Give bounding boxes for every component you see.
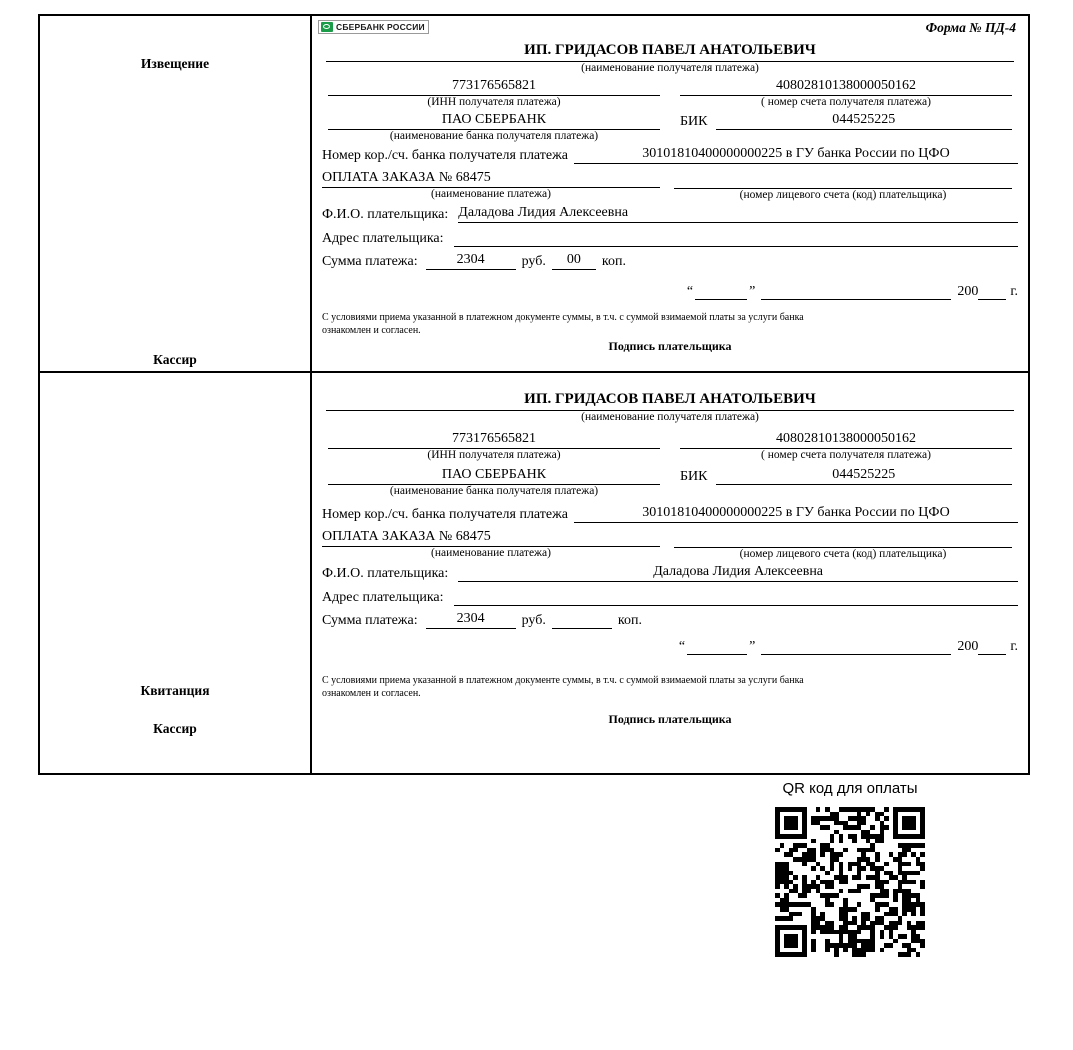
account-value-top: 40802810138000050162 bbox=[680, 78, 1012, 96]
date-row-top bbox=[318, 284, 1022, 300]
payer-signature-top: Подпись плательщика bbox=[608, 339, 732, 353]
sberbank-mark-icon bbox=[321, 22, 333, 32]
date-row-bottom bbox=[318, 639, 1022, 655]
recipient-name-top: ИП. ГРИДАСОВ ПАВЕЛ АНАТОЛЬЕВИЧ bbox=[326, 42, 1014, 62]
caption-account-bottom: ( номер счета получателя платежа) bbox=[761, 449, 931, 461]
inn-value-bottom: 773176565821 bbox=[328, 431, 660, 449]
receipt-block bbox=[40, 371, 1028, 773]
label-kassir-bottom: Кассир bbox=[153, 721, 197, 736]
payer-address-label-top: Адрес плательщика: bbox=[322, 231, 444, 246]
receipt-left-column bbox=[40, 373, 312, 773]
year-blank-top bbox=[978, 298, 1006, 300]
conditions-line1-top: С условиями приема указанной в платежном документе суммы, в т.ч. с суммой взимаемой платы за услуги банка bbox=[322, 312, 804, 323]
personal-account-top bbox=[674, 170, 1012, 189]
month-blank-top bbox=[761, 298, 951, 300]
payer-signature-bottom: Подпись плательщика bbox=[608, 712, 732, 726]
conditions-note-top bbox=[318, 312, 1022, 337]
payer-fio-label-top: Ф.И.О. плательщика: bbox=[322, 207, 449, 222]
sum-kop-value-top: 00 bbox=[552, 252, 596, 270]
rub-label-bottom: руб. bbox=[521, 613, 546, 628]
month-blank-bottom bbox=[761, 653, 951, 655]
sberbank-logo-text: СБЕРБАНК РОССИИ bbox=[336, 22, 425, 32]
payer-fio-row-top bbox=[318, 205, 1022, 223]
quote-close-bottom: ” bbox=[749, 639, 756, 654]
bik-label-bottom: БИК bbox=[680, 469, 708, 484]
payer-address-label-bottom: Адрес плательщика: bbox=[322, 590, 444, 605]
conditions-note-bottom bbox=[318, 675, 1022, 700]
korr-value-bottom: 30101810400000000225 в ГУ банка России по ЦФО bbox=[574, 505, 1018, 523]
bank-bik-row-top bbox=[318, 112, 1022, 142]
caption-account-top: ( номер счета получателя платежа) bbox=[761, 96, 931, 108]
payment-sum-row-bottom bbox=[318, 611, 1022, 629]
kop-label-top: коп. bbox=[601, 254, 626, 269]
rub-label-top: руб. bbox=[521, 254, 546, 269]
quote-open-bottom: “ bbox=[678, 639, 686, 654]
label-kvitanciya: Квитанция bbox=[140, 683, 210, 698]
conditions-line2-bottom: ознакомлен и согласен. bbox=[322, 687, 421, 699]
form-number: Форма № ПД-4 bbox=[925, 20, 1016, 35]
caption-recipient-name-top: (наименование получателя платежа) bbox=[581, 62, 759, 74]
caption-recipient-name-bottom: (наименование получателя платежа) bbox=[581, 411, 759, 423]
qr-code-section bbox=[700, 780, 1000, 957]
payment-sum-label-top: Сумма платежа: bbox=[322, 254, 418, 269]
day-blank-top bbox=[695, 298, 747, 300]
qr-code-title: QR код для оплаты bbox=[782, 780, 918, 797]
korr-value-top: 30101810400000000225 в ГУ банка России по ЦФО bbox=[574, 146, 1018, 164]
sum-rub-value-top: 2304 bbox=[426, 252, 516, 270]
qr-code-image bbox=[775, 807, 925, 957]
bank-name-bottom: ПАО СБЕРБАНК bbox=[328, 467, 660, 485]
sum-kop-value-bottom bbox=[552, 626, 612, 629]
payment-name-row-bottom bbox=[318, 529, 1022, 560]
payment-sum-label-bottom: Сумма платежа: bbox=[322, 613, 418, 628]
account-value-bottom: 40802810138000050162 bbox=[680, 431, 1012, 449]
bik-value-top: 044525225 bbox=[716, 112, 1013, 130]
receipt-right-column bbox=[312, 373, 1028, 773]
bank-name-top: ПАО СБЕРБАНК bbox=[328, 112, 660, 130]
label-kassir-top: Кассир bbox=[153, 352, 197, 367]
year-prefix-top: 200 bbox=[957, 284, 979, 299]
inn-account-row-top bbox=[318, 78, 1022, 108]
year-prefix-bottom: 200 bbox=[957, 639, 979, 654]
label-izveschenie: Извещение bbox=[140, 56, 210, 71]
quote-close-top: ” bbox=[749, 284, 756, 299]
korr-label-bottom: Номер кор./сч. банка получателя платежа bbox=[322, 507, 568, 522]
korr-account-row-top bbox=[318, 146, 1022, 164]
caption-bank-name-top: (наименование банка получателя платежа) bbox=[389, 130, 599, 142]
bik-value-bottom: 044525225 bbox=[716, 467, 1013, 485]
caption-inn-top: (ИНН получателя платежа) bbox=[427, 96, 561, 108]
year-blank-bottom bbox=[978, 653, 1006, 655]
bik-label-top: БИК bbox=[680, 114, 708, 129]
notice-left-column bbox=[40, 16, 312, 371]
recipient-name-bottom: ИП. ГРИДАСОВ ПАВЕЛ АНАТОЛЬЕВИЧ bbox=[326, 391, 1014, 411]
quote-open-top: “ bbox=[686, 284, 694, 299]
payer-fio-value-top: Даладова Лидия Алексеевна bbox=[458, 205, 1018, 223]
inn-value-top: 773176565821 bbox=[328, 78, 660, 96]
korr-account-row-bottom bbox=[318, 505, 1022, 523]
payment-sum-row-top bbox=[318, 252, 1022, 270]
sum-rub-value-bottom: 2304 bbox=[426, 611, 516, 629]
sberbank-logo bbox=[318, 20, 429, 34]
payer-address-row-bottom bbox=[318, 587, 1022, 606]
payment-name-top: ОПЛАТА ЗАКАЗА № 68475 bbox=[322, 170, 660, 188]
payer-fio-row-bottom bbox=[318, 564, 1022, 582]
bank-bik-row-bottom bbox=[318, 467, 1022, 497]
payment-name-row-top bbox=[318, 170, 1022, 201]
pd4-form bbox=[38, 14, 1030, 775]
payment-name-bottom: ОПЛАТА ЗАКАЗА № 68475 bbox=[322, 529, 660, 547]
payer-fio-label-bottom: Ф.И.О. плательщика: bbox=[322, 566, 449, 581]
conditions-line1-bottom: С условиями приема указанной в платежном документе суммы, в т.ч. с суммой взимаемой платы за услуги банка bbox=[322, 675, 804, 686]
caption-inn-bottom: (ИНН получателя платежа) bbox=[427, 449, 561, 461]
personal-account-bottom bbox=[674, 529, 1012, 548]
caption-payment-name-bottom: (наименование платежа) bbox=[431, 547, 551, 559]
korr-label-top: Номер кор./сч. банка получателя платежа bbox=[322, 148, 568, 163]
day-blank-bottom bbox=[687, 653, 747, 655]
kop-label-bottom: коп. bbox=[617, 613, 642, 628]
caption-personal-account-top: (номер лицевого счета (код) плательщика) bbox=[739, 189, 947, 201]
notice-block bbox=[40, 16, 1028, 371]
notice-right-column bbox=[312, 16, 1028, 371]
inn-account-row-bottom bbox=[318, 431, 1022, 461]
caption-personal-account-bottom: (номер лицевого счета (код) плательщика) bbox=[739, 548, 947, 560]
year-suffix-bottom: г. bbox=[1010, 639, 1018, 654]
payer-fio-value-bottom: Даладова Лидия Алексеевна bbox=[458, 564, 1018, 582]
payer-address-value-top bbox=[454, 228, 1018, 247]
conditions-line2-top: ознакомлен и согласен. bbox=[322, 324, 421, 336]
caption-bank-name-bottom: (наименование банка получателя платежа) bbox=[389, 485, 599, 497]
payer-address-row-top bbox=[318, 228, 1022, 247]
payer-address-value-bottom bbox=[454, 587, 1018, 606]
logo-and-formno-band bbox=[318, 20, 1022, 38]
year-suffix-top: г. bbox=[1010, 284, 1018, 299]
caption-payment-name-top: (наименование платежа) bbox=[431, 188, 551, 200]
